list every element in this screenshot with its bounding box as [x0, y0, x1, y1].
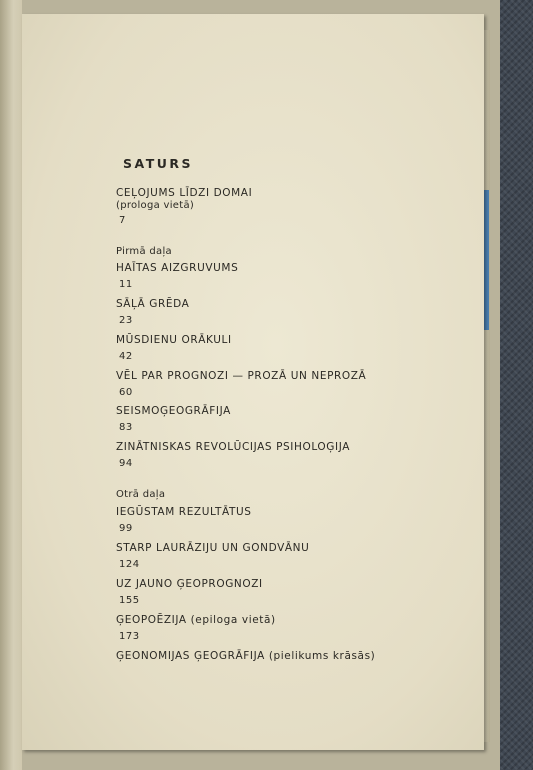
table-of-contents [22, 14, 484, 750]
toc-entry-title: CEĻOJUMS LĪDZI DOMAI [116, 187, 253, 199]
toc-entry-title: ĢEOPOĒZIJA (epiloga vietā) [116, 614, 276, 626]
toc-entry-page: 11 [119, 279, 133, 290]
toc-entry-title: ZINĀTNISKAS REVOLŪCIJAS PSIHOLOĢIJA [116, 441, 351, 453]
toc-entry-title: IEGŪSTAM REZULTĀTUS [116, 506, 252, 518]
toc-heading: SATURS [123, 156, 194, 171]
toc-entry-title: MŪSDIENU ORĀKULI [116, 334, 232, 346]
toc-entry-title: VĒL PAR PROGNOZI — PROZĀ UN NEPROZĀ [116, 370, 367, 382]
toc-part-label: Otrā daļa [116, 489, 166, 500]
toc-entry-page: 155 [119, 595, 140, 606]
toc-entry-page: 173 [119, 631, 140, 642]
toc-entry-subtitle: (prologa vietā) [116, 200, 195, 211]
toc-entry-title: HAĪTAS AIZGRUVUMS [116, 262, 239, 274]
toc-entry-title: UZ JAUNO ĢEOPROGNOZI [116, 578, 263, 590]
toc-entry-title: ĢEONOMIJAS ĢEOGRĀFIJA (pielikums krāsās) [116, 650, 376, 662]
toc-entry-page: 99 [119, 523, 133, 534]
toc-entry-page: 83 [119, 422, 133, 433]
toc-entry-page: 23 [119, 315, 133, 326]
toc-entry-page: 42 [119, 351, 133, 362]
cover-blue-edge [484, 190, 489, 330]
toc-entry-title: SĀĻĀ GRĒDA [116, 298, 190, 310]
toc-entry-page: 60 [119, 387, 133, 398]
toc-entry-page: 124 [119, 559, 140, 570]
toc-entry-title: STARP LAURĀZIJU UN GONDVĀNU [116, 542, 310, 554]
page-edge [484, 30, 490, 742]
book-spine [0, 0, 22, 770]
toc-entry-title: SEISMOĢEOGRĀFIJA [116, 405, 231, 417]
toc-part-label: Pirmā daļa [116, 246, 172, 257]
toc-entry-page: 7 [119, 215, 126, 226]
book-page [22, 14, 484, 750]
toc-entry-page: 94 [119, 458, 133, 469]
